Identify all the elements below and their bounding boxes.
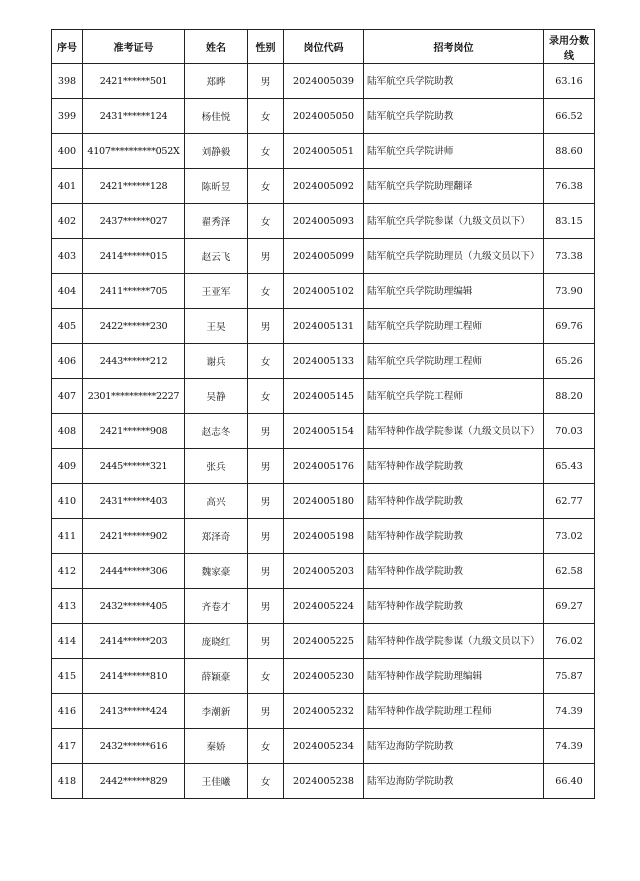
cell-exam-id: 2414******015	[83, 239, 185, 274]
cell-gender: 女	[248, 659, 284, 694]
cell-code: 2024005234	[284, 729, 364, 764]
cell-position: 陆军航空兵学院参谋（九级文员以下）	[364, 204, 544, 239]
cell-code: 2024005050	[284, 99, 364, 134]
cell-position: 陆军特种作战学院助教	[364, 449, 544, 484]
cell-gender: 女	[248, 379, 284, 414]
cell-position: 陆军航空兵学院工程师	[364, 379, 544, 414]
cell-gender: 女	[248, 729, 284, 764]
cell-score: 76.38	[544, 169, 595, 204]
header-row	[52, 30, 595, 64]
cell-code: 2024005238	[284, 764, 364, 799]
cell-position: 陆军特种作战学院助教	[364, 484, 544, 519]
table-row	[52, 554, 595, 589]
cell-score: 62.58	[544, 554, 595, 589]
cell-name: 张兵	[185, 449, 248, 484]
table-row	[52, 414, 595, 449]
table-row	[52, 694, 595, 729]
cell-name: 翟秀泽	[185, 204, 248, 239]
table-row	[52, 519, 595, 554]
cell-code: 2024005203	[284, 554, 364, 589]
table-row	[52, 309, 595, 344]
cell-score: 69.27	[544, 589, 595, 624]
cell-name: 王佳曦	[185, 764, 248, 799]
cell-name: 刘静毅	[185, 134, 248, 169]
cell-code: 2024005099	[284, 239, 364, 274]
cell-exam-id: 2414******203	[83, 624, 185, 659]
cell-seq: 410	[52, 484, 83, 519]
cell-seq: 401	[52, 169, 83, 204]
cell-gender: 男	[248, 694, 284, 729]
cell-exam-id: 2421******902	[83, 519, 185, 554]
cell-exam-id: 2414******810	[83, 659, 185, 694]
header-exam-id: 准考证号	[83, 30, 185, 64]
cell-position: 陆军特种作战学院助理编辑	[364, 659, 544, 694]
cell-seq: 413	[52, 589, 83, 624]
cell-gender: 女	[248, 134, 284, 169]
cell-seq: 404	[52, 274, 83, 309]
cell-position: 陆军航空兵学院助理工程师	[364, 309, 544, 344]
cell-exam-id: 2431******124	[83, 99, 185, 134]
cell-code: 2024005230	[284, 659, 364, 694]
cell-code: 2024005198	[284, 519, 364, 554]
header-score: 录用分数线	[544, 30, 595, 64]
cell-gender: 女	[248, 274, 284, 309]
table-row	[52, 484, 595, 519]
cell-name: 魏家豪	[185, 554, 248, 589]
results-table	[51, 29, 595, 799]
table-row	[52, 729, 595, 764]
cell-name: 高兴	[185, 484, 248, 519]
cell-score: 66.52	[544, 99, 595, 134]
cell-code: 2024005102	[284, 274, 364, 309]
cell-code: 2024005225	[284, 624, 364, 659]
cell-score: 65.43	[544, 449, 595, 484]
cell-gender: 女	[248, 99, 284, 134]
cell-gender: 男	[248, 484, 284, 519]
cell-name: 杨佳悦	[185, 99, 248, 134]
cell-gender: 男	[248, 309, 284, 344]
cell-exam-id: 4107**********052X	[83, 134, 185, 169]
cell-code: 2024005224	[284, 589, 364, 624]
cell-position: 陆军航空兵学院助教	[364, 99, 544, 134]
cell-name: 庞晓红	[185, 624, 248, 659]
cell-score: 74.39	[544, 729, 595, 764]
cell-score: 76.02	[544, 624, 595, 659]
table-row	[52, 204, 595, 239]
table-row	[52, 169, 595, 204]
cell-name: 郑晔	[185, 64, 248, 99]
cell-exam-id: 2421******908	[83, 414, 185, 449]
cell-exam-id: 2445******321	[83, 449, 185, 484]
cell-exam-id: 2301**********2227	[83, 379, 185, 414]
cell-seq: 399	[52, 99, 83, 134]
cell-code: 2024005039	[284, 64, 364, 99]
cell-code: 2024005133	[284, 344, 364, 379]
cell-exam-id: 2421******128	[83, 169, 185, 204]
cell-position: 陆军特种作战学院参谋（九级文员以下）	[364, 624, 544, 659]
cell-exam-id: 2422******230	[83, 309, 185, 344]
cell-gender: 女	[248, 764, 284, 799]
cell-name: 吴静	[185, 379, 248, 414]
cell-code: 2024005092	[284, 169, 364, 204]
table-row	[52, 379, 595, 414]
cell-gender: 男	[248, 624, 284, 659]
cell-score: 63.16	[544, 64, 595, 99]
cell-name: 薛颖豪	[185, 659, 248, 694]
cell-code: 2024005051	[284, 134, 364, 169]
cell-code: 2024005131	[284, 309, 364, 344]
cell-seq: 398	[52, 64, 83, 99]
cell-seq: 417	[52, 729, 83, 764]
cell-score: 83.15	[544, 204, 595, 239]
cell-seq: 403	[52, 239, 83, 274]
cell-score: 88.20	[544, 379, 595, 414]
cell-position: 陆军特种作战学院助教	[364, 589, 544, 624]
cell-gender: 男	[248, 239, 284, 274]
cell-position: 陆军航空兵学院助教	[364, 64, 544, 99]
cell-code: 2024005093	[284, 204, 364, 239]
cell-score: 69.76	[544, 309, 595, 344]
cell-seq: 414	[52, 624, 83, 659]
table-row	[52, 99, 595, 134]
cell-seq: 406	[52, 344, 83, 379]
cell-gender: 女	[248, 169, 284, 204]
cell-code: 2024005232	[284, 694, 364, 729]
cell-seq: 402	[52, 204, 83, 239]
cell-exam-id: 2444******306	[83, 554, 185, 589]
cell-exam-id: 2431******403	[83, 484, 185, 519]
header-position: 招考岗位	[364, 30, 544, 64]
cell-seq: 415	[52, 659, 83, 694]
cell-position: 陆军特种作战学院助理工程师	[364, 694, 544, 729]
cell-gender: 女	[248, 204, 284, 239]
table-row	[52, 764, 595, 799]
cell-position: 陆军特种作战学院助教	[364, 519, 544, 554]
cell-seq: 412	[52, 554, 83, 589]
cell-gender: 男	[248, 589, 284, 624]
header-code: 岗位代码	[284, 30, 364, 64]
cell-code: 2024005180	[284, 484, 364, 519]
cell-score: 88.60	[544, 134, 595, 169]
table-row	[52, 134, 595, 169]
cell-score: 73.38	[544, 239, 595, 274]
cell-seq: 418	[52, 764, 83, 799]
cell-name: 赵志冬	[185, 414, 248, 449]
cell-code: 2024005154	[284, 414, 364, 449]
cell-seq: 409	[52, 449, 83, 484]
header-gender: 性别	[248, 30, 284, 64]
cell-score: 65.26	[544, 344, 595, 379]
cell-gender: 男	[248, 449, 284, 484]
cell-position: 陆军航空兵学院助理工程师	[364, 344, 544, 379]
cell-position: 陆军特种作战学院参谋（九级文员以下）	[364, 414, 544, 449]
cell-code: 2024005176	[284, 449, 364, 484]
cell-name: 王昊	[185, 309, 248, 344]
cell-gender: 女	[248, 344, 284, 379]
cell-position: 陆军边海防学院助教	[364, 729, 544, 764]
cell-exam-id: 2413******424	[83, 694, 185, 729]
table-row	[52, 64, 595, 99]
cell-score: 66.40	[544, 764, 595, 799]
cell-score: 73.90	[544, 274, 595, 309]
table-row	[52, 449, 595, 484]
cell-position: 陆军航空兵学院助理编辑	[364, 274, 544, 309]
cell-name: 赵云飞	[185, 239, 248, 274]
cell-score: 74.39	[544, 694, 595, 729]
cell-seq: 408	[52, 414, 83, 449]
table-row	[52, 589, 595, 624]
header-seq: 序号	[52, 30, 83, 64]
header-name: 姓名	[185, 30, 248, 64]
cell-position: 陆军航空兵学院助理翻译	[364, 169, 544, 204]
cell-score: 75.87	[544, 659, 595, 694]
cell-name: 王亚军	[185, 274, 248, 309]
cell-position: 陆军特种作战学院助教	[364, 554, 544, 589]
cell-score: 73.02	[544, 519, 595, 554]
cell-gender: 男	[248, 64, 284, 99]
cell-gender: 男	[248, 554, 284, 589]
cell-exam-id: 2421******501	[83, 64, 185, 99]
cell-position: 陆军边海防学院助教	[364, 764, 544, 799]
cell-exam-id: 2432******405	[83, 589, 185, 624]
cell-exam-id: 2443******212	[83, 344, 185, 379]
cell-gender: 男	[248, 519, 284, 554]
table-row	[52, 274, 595, 309]
cell-position: 陆军航空兵学院讲师	[364, 134, 544, 169]
cell-exam-id: 2411******705	[83, 274, 185, 309]
cell-seq: 407	[52, 379, 83, 414]
cell-name: 郑泽奇	[185, 519, 248, 554]
cell-score: 70.03	[544, 414, 595, 449]
cell-name: 秦娇	[185, 729, 248, 764]
cell-code: 2024005145	[284, 379, 364, 414]
table-row	[52, 344, 595, 379]
table-row	[52, 659, 595, 694]
cell-seq: 411	[52, 519, 83, 554]
table-row	[52, 239, 595, 274]
cell-name: 谢兵	[185, 344, 248, 379]
cell-position: 陆军航空兵学院助理员（九级文员以下）	[364, 239, 544, 274]
cell-gender: 男	[248, 414, 284, 449]
cell-name: 李潮新	[185, 694, 248, 729]
cell-exam-id: 2437******027	[83, 204, 185, 239]
cell-score: 62.77	[544, 484, 595, 519]
table-row	[52, 624, 595, 659]
cell-name: 齐卷才	[185, 589, 248, 624]
cell-exam-id: 2432******616	[83, 729, 185, 764]
cell-seq: 400	[52, 134, 83, 169]
cell-name: 陈昕昱	[185, 169, 248, 204]
cell-seq: 405	[52, 309, 83, 344]
cell-seq: 416	[52, 694, 83, 729]
cell-exam-id: 2442******829	[83, 764, 185, 799]
